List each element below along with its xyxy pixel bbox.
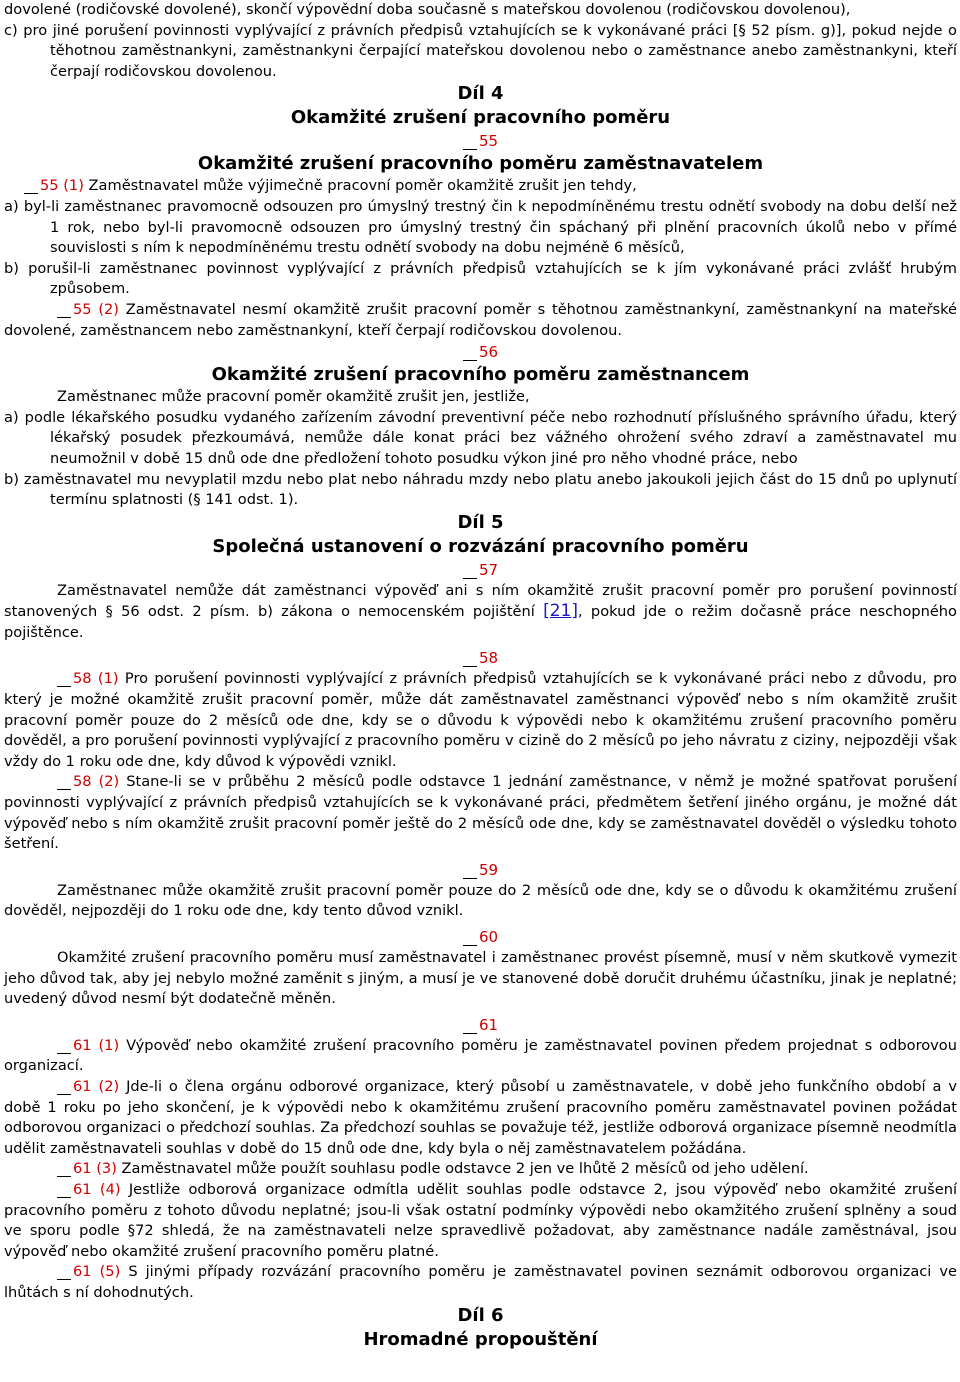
section-number-value: 60 <box>478 928 499 946</box>
subsection-paragraph <box>4 300 957 341</box>
section-number <box>4 559 957 581</box>
section-title: Okamžité zrušení pracovního poměru zaměstnancem <box>211 364 750 386</box>
section-number <box>4 130 957 152</box>
subsection-ref-number: (5) <box>99 1263 121 1281</box>
part-heading: Díl 5 <box>457 511 504 533</box>
list-paragraph: c) pro jiné porušení povinnosti vyplývající z právních předpisů vztahujících se k vykonávané práci [§ 52 písm. g)], pokud nejde o těhotnou zaměstnankyni, zaměstnankyni čerpající mateřskou dovolenou nebo o zaměstnance anebo zaměstnankyni, kteří čerpají rodičovskou dovolenou. <box>4 21 957 80</box>
subsection-paragraph <box>4 1036 957 1077</box>
subsection-text: Zaměstnavatel nesmí okamžitě zrušit pracovní poměr s těhotnou zaměstnankyní, zaměstnankyní na mateřské dovolené, zaměstnancem nebo zaměstnankyní, kteří čerpají rodičovskou dovolenou. <box>4 300 957 339</box>
list-paragraph: b) porušil-li zaměstnanec povinnost vyplývající z právních předpisů vztahujících se k jím vykonávané práci zvlášť hrubým způsobem. <box>4 259 957 298</box>
subsection-ref: 61 <box>73 1036 92 1054</box>
citation-link[interactable]: [21] <box>543 601 579 622</box>
subsection-ref: 55 <box>73 300 92 318</box>
list-paragraph: a) podle lékařského posudku vydaného zařízením závodní preventivní péče nebo rozhodnutí příslušného správního úřadu, který lékařský posudek přezkoumává, nemůže dále konat práci bez vážného ohrožení svého zdraví a zaměstnavatel mu neumožnil v době 15 dnů ode dne předložení tohoto posudku výkon jiné pro něho vhodné práce, nebo <box>4 408 957 467</box>
subsection-ref: 55 <box>40 177 59 195</box>
section-sign <box>57 1038 71 1054</box>
section-number-value: 57 <box>478 560 499 579</box>
subsection-text: Výpověď nebo okamžité zrušení pracovního poměru je zaměstnavatel povinen předem projednat s odborovou organizací. <box>4 1036 957 1075</box>
subsection-text: Stane-li se v průběhu 2 měsíců podle odstavce 1 jednání zaměstnance, v němž je možné spatřovat porušení povinnosti vyplývající z právních předpisů vztahujících se k vykonávané práci, předmětem šetření jiného orgánu, je možné dát výpověď nebo s ním okamžitě zrušit pracovní poměr ještě do 2 měsíců ode dne, kdy se zaměstnavatel dověděl o výsledku tohoto šetření. <box>4 773 957 853</box>
section-number <box>4 647 957 669</box>
body-paragraph: Zaměstnanec může okamžitě zrušit pracovní poměr pouze do 2 měsíců ode dne, kdy se o důvodu k okamžitému zrušení dověděl, nejpozději do 1 roku ode dne, kdy tento důvod vznikl. <box>4 881 957 920</box>
section-number <box>4 341 957 363</box>
section-title: Okamžité zrušení pracovního poměru <box>290 107 671 129</box>
section-sign <box>463 930 477 946</box>
subsection-paragraph <box>4 1077 957 1159</box>
section-sign <box>463 651 477 667</box>
section-number <box>4 859 957 881</box>
subsection-paragraph <box>4 176 957 197</box>
subsection-ref: 61 <box>73 1263 92 1281</box>
subsection-text: Jestliže odborová organizace odmítla udělit souhlas podle odstavce 2, jsou výpověď nebo okamžité zrušení pracovního poměru z tohoto důvodu neplatné; jsou-li však ostatní podmínky výpovědi nebo okamžitého zrušení splněny a soud ve sporu podle §72 shledá, že na zaměstnavateli nelze spravedlivě požadovat, aby zaměstnance nadále zaměstnával, jsou výpověď nebo okamžité zrušení pracovního poměru platné. <box>4 1180 958 1260</box>
list-paragraph: dovolené (rodičovské dovolené), skončí výpovědní doba současně s mateřskou dovolenou (rodičovskou dovolenou), <box>4 1 851 18</box>
part-heading: Díl 4 <box>457 83 504 105</box>
paragraph-text: Zaměstnavatel nemůže dát zaměstnanci výpověď ani s ním okamžitě zrušit pracovní poměr pro porušení povinností stanovených § 56 odst. 2 písm. b) zákona o nemocenském pojištění <box>4 581 957 621</box>
section-number-value: 59 <box>478 860 499 879</box>
section-number <box>4 1014 957 1036</box>
subsection-ref-number: (2) <box>98 300 119 318</box>
subsection-paragraph <box>4 1180 957 1262</box>
subsection-ref-number: (1) <box>98 1036 120 1054</box>
subsection-text: Pro porušení povinnosti vyplývající z právních předpisů vztahujících se k vykonávané práci nebo z důvodu, pro který je možné okamžitě zrušit pracovní poměr, může dát zaměstnavatel zaměstnanci výpověď nebo s ním okamžitě zrušit pracovní poměr pouze do 2 měsíců ode dne, kdy se o důvodu k výpovědi nebo k okamžitému zrušení pracovního poměru dověděl, a pro porušení povinnosti vyplývající z pracovního poměru v cizině do 2 měsíců po jeho návratu z ciziny, nejpozději však vždy do 1 roku ode dne, kdy důvod k výpovědi vznikl. <box>4 670 957 770</box>
section-number-value: 58 <box>478 649 499 668</box>
section-title: Hromadné propouštění <box>363 1328 598 1350</box>
section-number-value: 55 <box>478 132 499 151</box>
subsection-ref-number: (1) <box>97 670 119 688</box>
section-sign <box>57 774 71 790</box>
subsection-ref-number: (3) <box>96 1160 117 1178</box>
document-page <box>4 0 957 1352</box>
section-sign <box>57 1182 71 1198</box>
section-sign <box>24 178 38 194</box>
subsection-text: Zaměstnavatel může použít souhlasu podle odstavce 2 jen ve lhůtě 2 měsíců od jeho udělení. <box>116 1160 809 1178</box>
section-sign <box>463 863 477 879</box>
body-paragraph: Zaměstnanec může pracovní poměr okamžitě zrušit jen, jestliže, <box>57 388 530 406</box>
section-title: Společná ustanovení o rozvázání pracovního poměru <box>212 535 749 557</box>
subsection-ref-number: (2) <box>98 773 120 791</box>
subsection-ref: 58 <box>73 670 92 688</box>
subsection-ref-number: (4) <box>99 1180 121 1198</box>
part-heading: Díl 6 <box>457 1304 504 1326</box>
subsection-ref: 58 <box>73 773 92 791</box>
section-sign <box>463 1018 477 1034</box>
paragraph-text: , pokud jde o režim dočasně práce neschopného pojištěnce. <box>4 603 957 641</box>
section-sign <box>57 1161 71 1177</box>
subsection-ref: 61 <box>73 1160 92 1178</box>
subsection-paragraph <box>4 772 957 854</box>
section-sign <box>463 345 477 361</box>
section-sign <box>463 134 477 150</box>
body-paragraph <box>4 581 957 644</box>
section-title: Okamžité zrušení pracovního poměru zaměstnavatelem <box>197 153 764 175</box>
section-number <box>4 926 957 948</box>
section-sign <box>57 671 71 687</box>
section-sign <box>463 563 477 579</box>
list-paragraph: b) zaměstnavatel mu nevyplatil mzdu nebo plat nebo náhradu mzdy nebo platu anebo jakoukoli jejich část do 15 dnů po uplynutí termínu splatnosti (§ 141 odst. 1). <box>4 470 957 509</box>
section-sign <box>57 1264 71 1280</box>
subsection-ref: 61 <box>73 1077 92 1095</box>
section-number-value: 61 <box>478 1015 499 1034</box>
body-paragraph: Okamžité zrušení pracovního poměru musí zaměstnavatel i zaměstnanec provést písemně, musí v něm skutkově vymezit jeho důvod tak, aby jej nebylo možné zaměnit s jiným, a musí je ve stanovené době doručit druhému účastníku, jinak je neplatné; uvedený důvod nesmí být dodatečně měněn. <box>4 949 957 1008</box>
subsection-text: Jde-li o člena orgánu odborové organizace, který působí u zaměstnavatele, v době jeho funkčního období a v době 1 roku po jeho skončení, je k výpovědi nebo k okamžitému zrušení pracovního poměru zaměstnavatel povinen požádat odborovou organizaci o předchozí souhlas. Za předchozí souhlas se považuje též, jestliže odborová organizace písemně neodmítla udělit zaměstnavateli souhlas v době do 15 dnů ode dne, kdy byla o něj zaměstnavatelem požádána. <box>4 1077 958 1157</box>
subsection-paragraph <box>4 1159 957 1180</box>
subsection-ref: 61 <box>73 1180 92 1198</box>
section-number-value: 56 <box>478 343 499 362</box>
subsection-paragraph <box>4 669 957 772</box>
subsection-text: S jinými případy rozvázání pracovního poměru je zaměstnavatel povinen seznámit odborovou organizaci ve lhůtách s ní dohodnutých. <box>4 1263 958 1301</box>
section-sign <box>57 1079 71 1095</box>
section-sign <box>57 302 71 318</box>
subsection-ref-number: (2) <box>98 1077 120 1095</box>
subsection-ref-number: (1) <box>63 177 84 195</box>
subsection-paragraph <box>4 1262 957 1303</box>
list-paragraph: a) byl-li zaměstnanec pravomocně odsouzen pro úmyslný trestný čin k nepodmíněnému trestu odnětí svobody na dobu delší než 1 rok, nebo byl-li pravomocně odsouzen pro úmyslný trestný čin spáchaný při plnění pracovních úkolů nebo v přímé souvislosti s ním k nepodmíněnému trestu odnětí svobody na dobu nejméně 6 měsíců, <box>4 197 957 257</box>
subsection-text: Zaměstnavatel může výjimečně pracovní poměr okamžitě zrušit jen tehdy, <box>83 177 637 195</box>
